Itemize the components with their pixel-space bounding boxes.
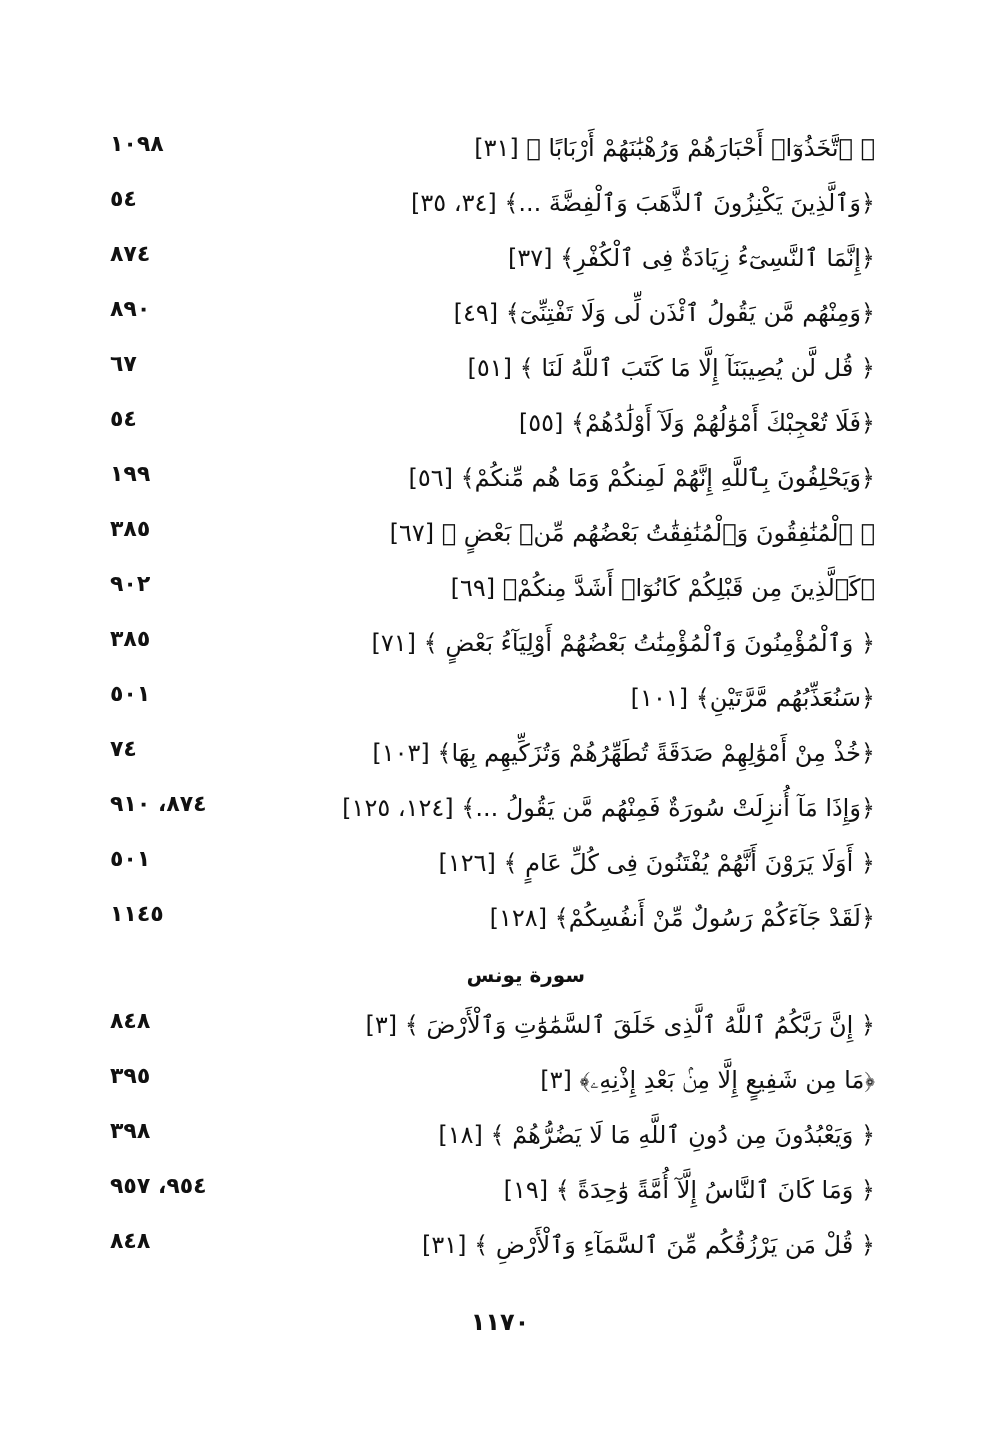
verse-text: ﴿كَٱلَّذِينَ مِن قَبْلِكُمْ كَانُوٓا۟ أَشَدَّ مِنكُمْ﴾ [٦٩]: [450, 574, 875, 602]
page-reference: ١٩٩: [110, 462, 151, 487]
index-row: [100, 348, 875, 403]
verse-text: ﴿وَإِذَا مَآ أُنزِلَتْ سُورَةٌ فَمِنْهُم مَّن يَقُولُ ...﴾ [١٢٤، ١٢٥]: [342, 794, 875, 822]
page-reference: ٧٤: [110, 737, 137, 762]
page-reference: ١٠٩٨: [110, 132, 164, 157]
verse-text: ﴿وَيَحْلِفُونَ بِٱللَّهِ إِنَّهُمْ لَمِنكُمْ وَمَا هُم مِّنكُمْ﴾ [٥٦]: [408, 464, 875, 492]
page-reference: ٣٩٨: [110, 1119, 151, 1144]
page-reference: ٨٤٨: [110, 1009, 151, 1034]
index-row: [100, 238, 875, 293]
verse-text: ﴿إِنَّمَا ٱلنَّسِىٓءُ زِيَادَةٌ فِى ٱلْكُفْرِ﴾ [٣٧]: [508, 244, 875, 272]
page-reference: ٣٨٥: [110, 627, 151, 652]
index-row: [100, 513, 875, 568]
surah-title: سورة يونس: [466, 963, 585, 987]
verse-text: ﴿ أَوَلَا يَرَوْنَ أَنَّهُمْ يُفْتَنُونَ فِى كُلِّ عَامٍ ﴾ [١٢٦]: [438, 849, 875, 877]
verse-text: ﴿لَقَدْ جَآءَكُمْ رَسُولٌ مِّنْ أَنفُسِكُمْ﴾ [١٢٨]: [489, 904, 875, 932]
verse-text: ﴿فَلَا تُعْجِبْكَ أَمْوَٰلُهُمْ وَلَآ أَوْلَٰدُهُمْ﴾ [٥٥]: [518, 409, 875, 437]
index-row: [100, 843, 875, 898]
index-row: [100, 458, 875, 513]
verse-text: ﴿ وَمَا كَانَ ٱلنَّاسُ إِلَّآ أُمَّةً وَٰحِدَةً ﴾ [١٩]: [503, 1176, 875, 1204]
page-number: ١١٧٠: [470, 1308, 530, 1336]
verse-text: ﴿خُذْ مِنْ أَمْوَٰلِهِمْ صَدَقَةً تُطَهِّرُهُمْ وَتُزَكِّيهِم بِهَا﴾ [١٠٣]: [372, 739, 875, 767]
verse-text: ﴿وَٱلَّذِينَ يَكْنِزُونَ ٱلذَّهَبَ وَٱلْفِضَّةَ ...﴾ [٣٤، ٣٥]: [411, 189, 875, 217]
index-row: [100, 183, 875, 238]
index-row: [100, 1225, 875, 1280]
index-row: [100, 1060, 875, 1115]
verse-text: ﴿مَا مِن شَفِيعٍ إِلَّا مِنۢ بَعْدِ إِذْنِهِۦ﴾ [٣]: [540, 1066, 875, 1094]
verse-text: ﴿ وَٱلْمُؤْمِنُونَ وَٱلْمُؤْمِنَٰتُ بَعْضُهُمْ أَوْلِيَآءُ بَعْضٍ ﴾ [٧١]: [371, 629, 875, 657]
index-row: [100, 1005, 875, 1060]
page-reference: ٣٨٥: [110, 517, 151, 542]
verse-index-list: [100, 128, 875, 1280]
page-reference: ٨٩٠: [110, 297, 151, 322]
page-reference: ٨٧٤، ٩١٠: [110, 792, 207, 817]
verse-text: ﴿ ٱتَّخَذُوٓا۟ أَحْبَارَهُمْ وَرُهْبَٰنَهُمْ أَرْبَابًا ﴾ [٣١]: [474, 134, 875, 162]
index-row: [100, 898, 875, 953]
page-reference: ٨٧٤: [110, 242, 151, 267]
index-row: [100, 623, 875, 678]
index-row: [100, 293, 875, 348]
index-row: [100, 1115, 875, 1170]
index-row: [100, 128, 875, 183]
page-reference: ٨٤٨: [110, 1229, 151, 1254]
verse-text: ﴿سَنُعَذِّبُهُم مَّرَّتَيْنِ﴾ [١٠١]: [630, 684, 875, 712]
index-row: [100, 568, 875, 623]
surah-heading: [100, 953, 875, 1005]
page-reference: ٥٠١: [110, 847, 151, 872]
page-reference: ٩٠٢: [110, 572, 151, 597]
verse-text: ﴿ قُل لَّن يُصِيبَنَآ إِلَّا مَا كَتَبَ ٱللَّهُ لَنَا ﴾ [٥١]: [467, 354, 875, 382]
page-reference: ٥٤: [110, 187, 137, 212]
verse-text: ﴿ إِنَّ رَبَّكُمُ ٱللَّهُ ٱلَّذِى خَلَقَ ٱلسَّمَٰوَٰتِ وَٱلْأَرْضَ ﴾ [٣]: [365, 1011, 875, 1039]
page-reference: ٥٤: [110, 407, 137, 432]
index-row: [100, 733, 875, 788]
index-row: [100, 403, 875, 458]
page-reference: ٩٥٤، ٩٥٧: [110, 1174, 207, 1199]
verse-text: ﴿وَمِنْهُم مَّن يَقُولُ ٱئْذَن لِّى وَلَا تَفْتِنِّىٓ﴾ [٤٩]: [453, 299, 875, 327]
index-row: [100, 788, 875, 843]
verse-text: ﴿ ٱلْمُنَٰفِقُونَ وَٱلْمُنَٰفِقَٰتُ بَعْضُهُم مِّنۢ بَعْضٍ ﴾ [٦٧]: [389, 519, 875, 547]
index-row: [100, 1170, 875, 1225]
page-reference: ٥٠١: [110, 682, 151, 707]
page-reference: ٦٧: [110, 352, 137, 377]
index-row: [100, 678, 875, 733]
verse-text: ﴿ وَيَعْبُدُونَ مِن دُونِ ٱللَّهِ مَا لَا يَضُرُّهُمْ ﴾ [١٨]: [438, 1121, 875, 1149]
page-reference: ١١٤٥: [110, 902, 164, 927]
page-reference: ٣٩٥: [110, 1064, 151, 1089]
verse-text: ﴿ قُلْ مَن يَرْزُقُكُم مِّنَ ٱلسَّمَآءِ وَٱلْأَرْضِ ﴾ [٣١]: [422, 1231, 875, 1259]
